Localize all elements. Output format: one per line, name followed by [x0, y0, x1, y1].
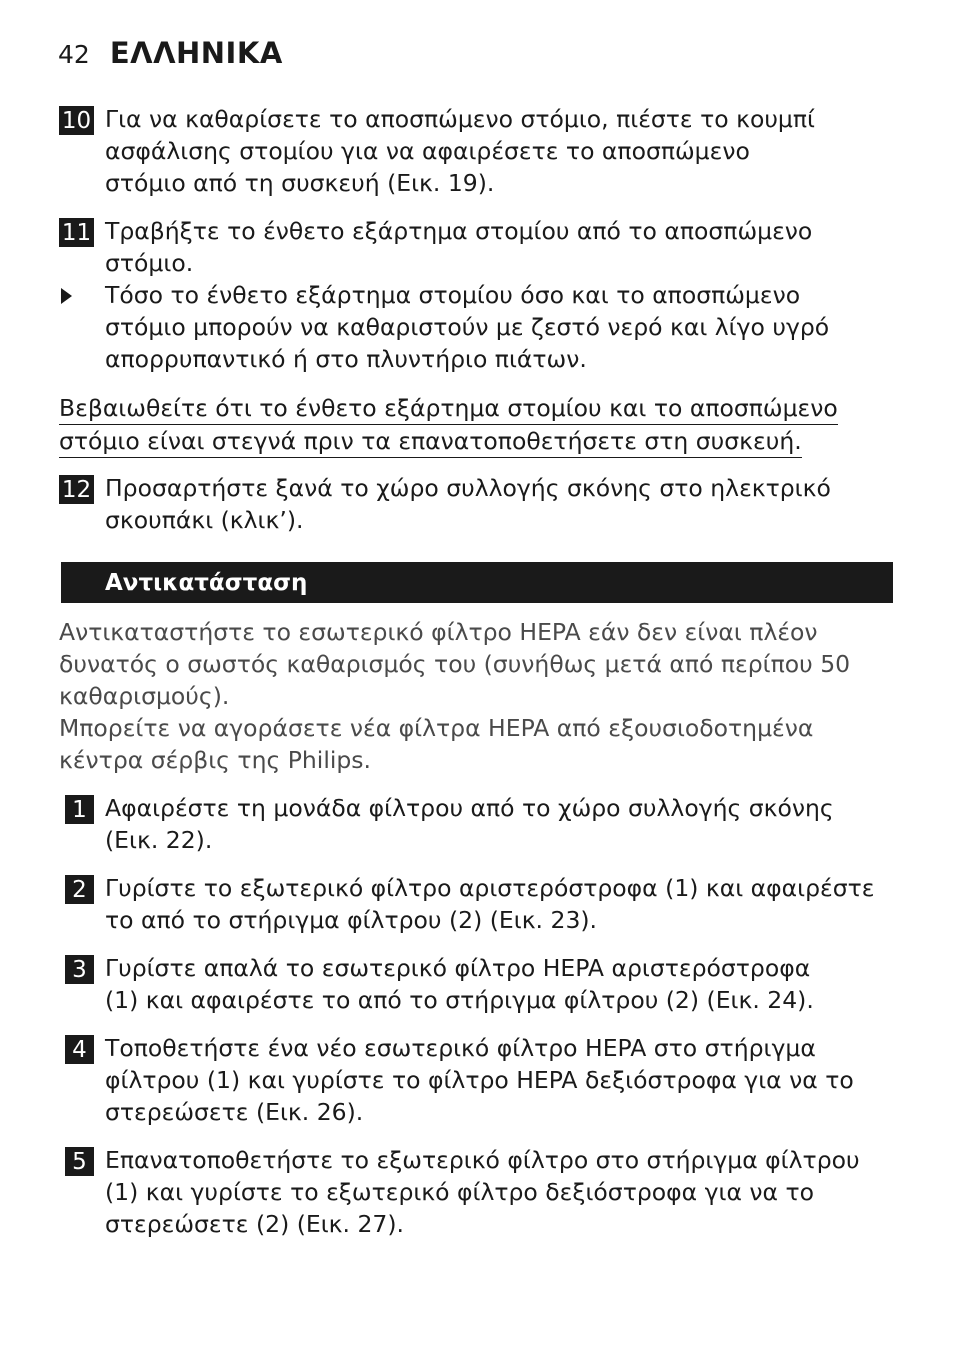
step-text	[105, 872, 905, 936]
text-line: καθαρισμούς).	[59, 682, 230, 710]
step-text	[105, 472, 905, 536]
text-line: Τόσο το ένθετο εξάρτημα στομίου όσο και το αποσπώμενο	[105, 281, 801, 309]
text-line: το από το στήριγμα φίλτρου (2) (Εικ. 23).	[105, 906, 598, 934]
step-4	[59, 1032, 904, 1126]
intro-paragraph	[59, 712, 889, 776]
text-line: στόμιο από τη συσκευή (Εικ. 19).	[105, 169, 495, 197]
step-12	[59, 472, 904, 534]
step-11	[59, 215, 904, 277]
step-number-badge: 1	[65, 795, 94, 824]
language-title: ΕΛΛΗΝΙΚΑ	[109, 36, 283, 70]
page-header	[58, 36, 283, 70]
step-number-badge: 5	[65, 1147, 94, 1176]
text-line: Αντικαταστήστε το εσωτερικό φίλτρο HEPA εάν δεν είναι πλέον	[59, 618, 818, 646]
step-number-badge: 2	[65, 875, 94, 904]
step-3	[59, 952, 904, 1014]
text-line: στόμιο.	[105, 249, 194, 277]
step-text	[105, 103, 905, 199]
text-line: ασφάλισης στομίου για να αφαιρέσετε το αποσπώμενο	[105, 137, 750, 165]
text-line: Γυρίστε απαλά το εσωτερικό φίλτρο HEPA αριστερόστροφα	[105, 954, 811, 982]
text-line: στόμιο μπορούν να καθαριστούν με ζεστό νερό και λίγο υγρό	[105, 313, 830, 341]
text-line: (Εικ. 22).	[105, 826, 213, 854]
text-line: απορρυπαντικό ή στο πλυντήριο πιάτων.	[105, 345, 587, 373]
step-text	[105, 215, 905, 279]
text-line: Προσαρτήστε ξανά το χώρο συλλογής σκόνης στο ηλεκτρικό	[105, 474, 831, 502]
text-line: Μπορείτε να αγοράσετε νέα φίλτρα HEPA από εξουσιοδοτημένα	[59, 714, 814, 742]
text-line: Τοποθετήστε ένα νέο εσωτερικό φίλτρο HEPA στο στήριγμα	[105, 1034, 816, 1062]
text-line: Για να καθαρίσετε το αποσπώμενο στόμιο, πιέστε το κουμπί	[105, 105, 815, 133]
warning-note	[59, 392, 879, 458]
step-number-badge: 10	[59, 106, 94, 135]
step-number-badge: 3	[65, 955, 94, 984]
bullet-text	[105, 279, 905, 375]
text-line: (1) και γυρίστε το εξωτερικό φίλτρο δεξιόστροφα για να το	[105, 1178, 815, 1206]
text-line: Αφαιρέστε τη μονάδα φίλτρου από το χώρο συλλογής σκόνης	[105, 794, 834, 822]
text-line: Γυρίστε το εξωτερικό φίλτρο αριστερόστροφα (1) και αφαιρέστε	[105, 874, 875, 902]
text-line: (1) και αφαιρέστε το από το στήριγμα φίλτρου (2) (Εικ. 24).	[105, 986, 814, 1014]
text-line: Επανατοποθετήστε το εξωτερικό φίλτρο στο στήριγμα φίλτρου	[105, 1146, 860, 1174]
step-1	[59, 792, 904, 854]
note-line: στόμιο είναι στεγνά πριν τα επανατοποθετήσετε στη συσκευή.	[59, 425, 802, 458]
step-number-badge: 12	[59, 475, 94, 504]
step-text	[105, 792, 905, 856]
step-number-badge: 4	[65, 1035, 94, 1064]
intro-paragraph	[59, 616, 889, 712]
text-line: σκουπάκι (κλικ’).	[105, 506, 304, 534]
step-2	[59, 872, 904, 934]
note-line: Βεβαιωθείτε ότι το ένθετο εξάρτημα στομίου και το αποσπώμενο	[59, 392, 838, 425]
text-line: στερεώσετε (Εικ. 26).	[105, 1098, 364, 1126]
text-line: κέντρα σέρβις της Philips.	[59, 746, 372, 774]
intro-text	[59, 616, 889, 776]
step-text	[105, 952, 905, 1016]
text-line: στερεώσετε (2) (Εικ. 27).	[105, 1210, 405, 1238]
step-10	[59, 103, 904, 197]
step-text	[105, 1144, 905, 1240]
section-heading: Αντικατάσταση	[61, 562, 893, 603]
step-number-badge: 11	[59, 218, 94, 247]
text-line: φίλτρου (1) και γυρίστε το φίλτρο HEPA δεξιόστροφα για να το	[105, 1066, 854, 1094]
step-5	[59, 1144, 904, 1238]
step-text	[105, 1032, 905, 1128]
text-line: Τραβήξτε το ένθετο εξάρτημα στομίου από το αποσπώμενο	[105, 217, 813, 245]
text-line: δυνατός ο σωστός καθαρισμός του (συνήθως μετά από περίπου 50	[59, 650, 851, 678]
bullet-triangle-icon	[61, 288, 72, 304]
page-number: 42	[58, 40, 90, 69]
